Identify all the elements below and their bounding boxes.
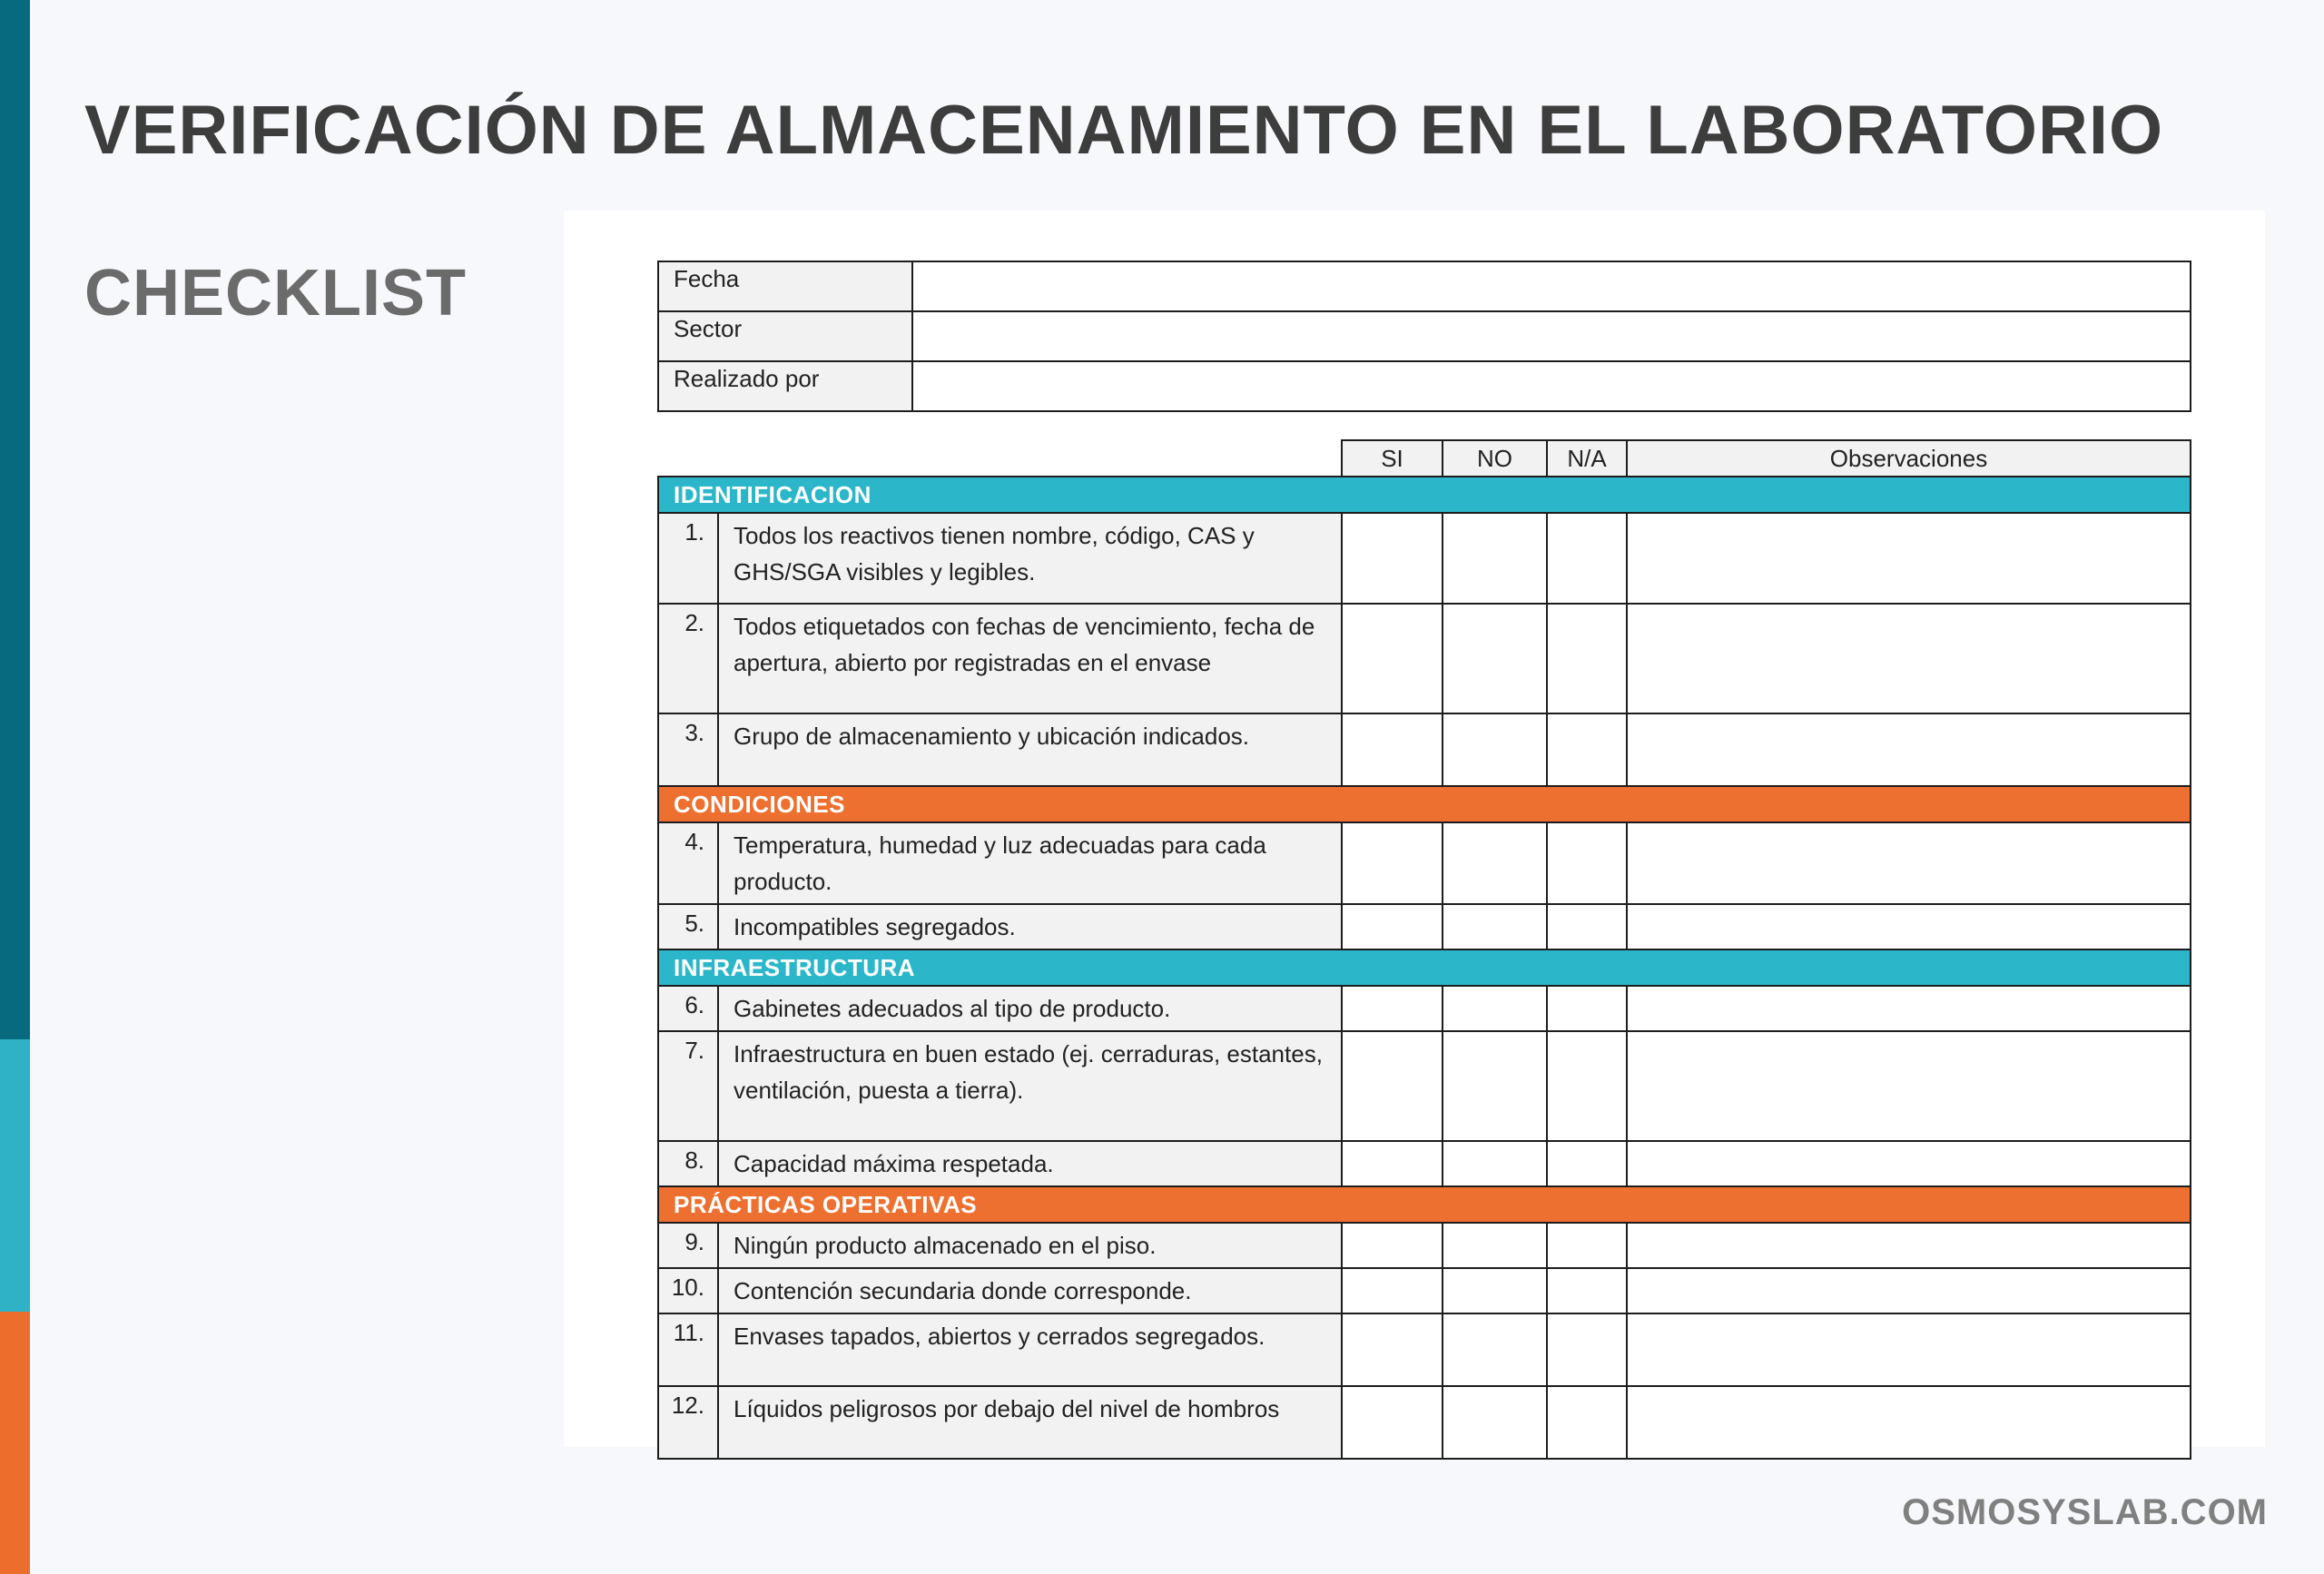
observaciones-cell[interactable] (1627, 1141, 2191, 1186)
observaciones-cell[interactable] (1627, 822, 2191, 904)
no-checkbox-cell[interactable] (1443, 1141, 1547, 1186)
item-text: Capacidad máxima respetada. (718, 1141, 1342, 1186)
si-checkbox-cell[interactable] (1342, 1141, 1443, 1186)
item-text: Todos los reactivos tienen nombre, código, CAS y GHS/SGA visibles y legibles. (718, 513, 1342, 604)
fecha-field[interactable] (912, 261, 2191, 311)
header-row (658, 440, 2191, 477)
section-condiciones (658, 786, 2191, 822)
item-text: Grupo de almacenamiento y ubicación indicados. (718, 713, 1342, 786)
item-number: 11. (658, 1313, 718, 1386)
checklist-row (658, 904, 2191, 949)
na-checkbox-cell[interactable] (1547, 1313, 1627, 1386)
item-text: Ningún producto almacenado en el piso. (718, 1223, 1342, 1268)
section-identificacion (658, 477, 2191, 513)
na-checkbox-cell[interactable] (1547, 904, 1627, 949)
checklist-row (658, 1141, 2191, 1186)
observaciones-cell[interactable] (1627, 604, 2191, 713)
item-number: 5. (658, 904, 718, 949)
si-checkbox-cell[interactable] (1342, 513, 1443, 604)
no-checkbox-cell[interactable] (1443, 1223, 1547, 1268)
section-infraestructura-label: INFRAESTRUCTURA (658, 949, 2191, 986)
accent-bar-orange (0, 1312, 30, 1574)
accent-bar-teal-dark (0, 0, 30, 1039)
checklist-row (658, 1386, 2191, 1459)
item-number: 9. (658, 1223, 718, 1268)
section-infraestructura (658, 949, 2191, 986)
checklist-row (658, 1313, 2191, 1386)
checklist-row (658, 1031, 2191, 1141)
observaciones-cell[interactable] (1627, 1386, 2191, 1459)
observaciones-cell[interactable] (1627, 1031, 2191, 1141)
header-blank (658, 440, 1342, 477)
info-row-fecha (658, 261, 2191, 311)
section-practicas (658, 1186, 2191, 1223)
no-checkbox-cell[interactable] (1443, 513, 1547, 604)
observaciones-cell[interactable] (1627, 1223, 2191, 1268)
si-checkbox-cell[interactable] (1342, 904, 1443, 949)
si-checkbox-cell[interactable] (1342, 1268, 1443, 1313)
header-si: SI (1342, 440, 1443, 477)
na-checkbox-cell[interactable] (1547, 713, 1627, 786)
item-number: 8. (658, 1141, 718, 1186)
si-checkbox-cell[interactable] (1342, 986, 1443, 1031)
observaciones-cell[interactable] (1627, 904, 2191, 949)
item-number: 7. (658, 1031, 718, 1141)
section-condiciones-label: CONDICIONES (658, 786, 2191, 822)
item-number: 10. (658, 1268, 718, 1313)
item-number: 3. (658, 713, 718, 786)
fecha-label: Fecha (658, 261, 912, 311)
checklist-row (658, 604, 2191, 713)
no-checkbox-cell[interactable] (1443, 986, 1547, 1031)
no-checkbox-cell[interactable] (1443, 1031, 1547, 1141)
realizado-por-label: Realizado por (658, 361, 912, 411)
header-no: NO (1443, 440, 1547, 477)
item-number: 2. (658, 604, 718, 713)
observaciones-cell[interactable] (1627, 513, 2191, 604)
section-practicas-label: PRÁCTICAS OPERATIVAS (658, 1186, 2191, 1223)
accent-bar-teal-light (0, 1039, 30, 1312)
item-text: Temperatura, humedad y luz adecuadas para cada producto. (718, 822, 1342, 904)
observaciones-cell[interactable] (1627, 1268, 2191, 1313)
checklist-row (658, 513, 2191, 604)
sector-field[interactable] (912, 311, 2191, 361)
checklist-table (657, 439, 2191, 1460)
item-number: 4. (658, 822, 718, 904)
si-checkbox-cell[interactable] (1342, 822, 1443, 904)
checklist-row (658, 822, 2191, 904)
observaciones-cell[interactable] (1627, 1313, 2191, 1386)
si-checkbox-cell[interactable] (1342, 604, 1443, 713)
no-checkbox-cell[interactable] (1443, 1313, 1547, 1386)
checklist-card (564, 211, 2265, 1447)
no-checkbox-cell[interactable] (1443, 822, 1547, 904)
na-checkbox-cell[interactable] (1547, 1223, 1627, 1268)
item-text: Incompatibles segregados. (718, 904, 1342, 949)
header-observaciones: Observaciones (1627, 440, 2191, 477)
no-checkbox-cell[interactable] (1443, 904, 1547, 949)
realizado-por-field[interactable] (912, 361, 2191, 411)
na-checkbox-cell[interactable] (1547, 1031, 1627, 1141)
na-checkbox-cell[interactable] (1547, 513, 1627, 604)
observaciones-cell[interactable] (1627, 986, 2191, 1031)
page-title: VERIFICACIÓN DE ALMACENAMIENTO EN EL LABORATORIO (84, 92, 2164, 169)
na-checkbox-cell[interactable] (1547, 1386, 1627, 1459)
footer-brand: OSMOSYSLAB.COM (1902, 1492, 2268, 1532)
item-text: Envases tapados, abiertos y cerrados segregados. (718, 1313, 1342, 1386)
checklist-row (658, 1223, 2191, 1268)
item-number: 12. (658, 1386, 718, 1459)
sector-label: Sector (658, 311, 912, 361)
header-na: N/A (1547, 440, 1627, 477)
no-checkbox-cell[interactable] (1443, 713, 1547, 786)
info-table (657, 261, 2191, 412)
si-checkbox-cell[interactable] (1342, 1313, 1443, 1386)
section-identificacion-label: IDENTIFICACION (658, 477, 2191, 513)
no-checkbox-cell[interactable] (1443, 1268, 1547, 1313)
item-number: 6. (658, 986, 718, 1031)
no-checkbox-cell[interactable] (1443, 1386, 1547, 1459)
checklist-row (658, 713, 2191, 786)
item-text: Líquidos peligrosos por debajo del nivel de hombros (718, 1386, 1342, 1459)
si-checkbox-cell[interactable] (1342, 1031, 1443, 1141)
no-checkbox-cell[interactable] (1443, 604, 1547, 713)
info-row-realizado-por (658, 361, 2191, 411)
item-text: Todos etiquetados con fechas de vencimiento, fecha de apertura, abierto por registradas en el envase (718, 604, 1342, 713)
observaciones-cell[interactable] (1627, 713, 2191, 786)
na-checkbox-cell[interactable] (1547, 604, 1627, 713)
item-number: 1. (658, 513, 718, 604)
na-checkbox-cell[interactable] (1547, 822, 1627, 904)
na-checkbox-cell[interactable] (1547, 1141, 1627, 1186)
item-text: Gabinetes adecuados al tipo de producto. (718, 986, 1342, 1031)
item-text: Contención secundaria donde corresponde. (718, 1268, 1342, 1313)
si-checkbox-cell[interactable] (1342, 713, 1443, 786)
info-row-sector (658, 311, 2191, 361)
checklist-row (658, 1268, 2191, 1313)
si-checkbox-cell[interactable] (1342, 1223, 1443, 1268)
na-checkbox-cell[interactable] (1547, 986, 1627, 1031)
na-checkbox-cell[interactable] (1547, 1268, 1627, 1313)
item-text: Infraestructura en buen estado (ej. cerraduras, estantes, ventilación, puesta a tierra). (718, 1031, 1342, 1141)
checklist-row (658, 986, 2191, 1031)
checklist-label: CHECKLIST (84, 257, 467, 330)
si-checkbox-cell[interactable] (1342, 1386, 1443, 1459)
